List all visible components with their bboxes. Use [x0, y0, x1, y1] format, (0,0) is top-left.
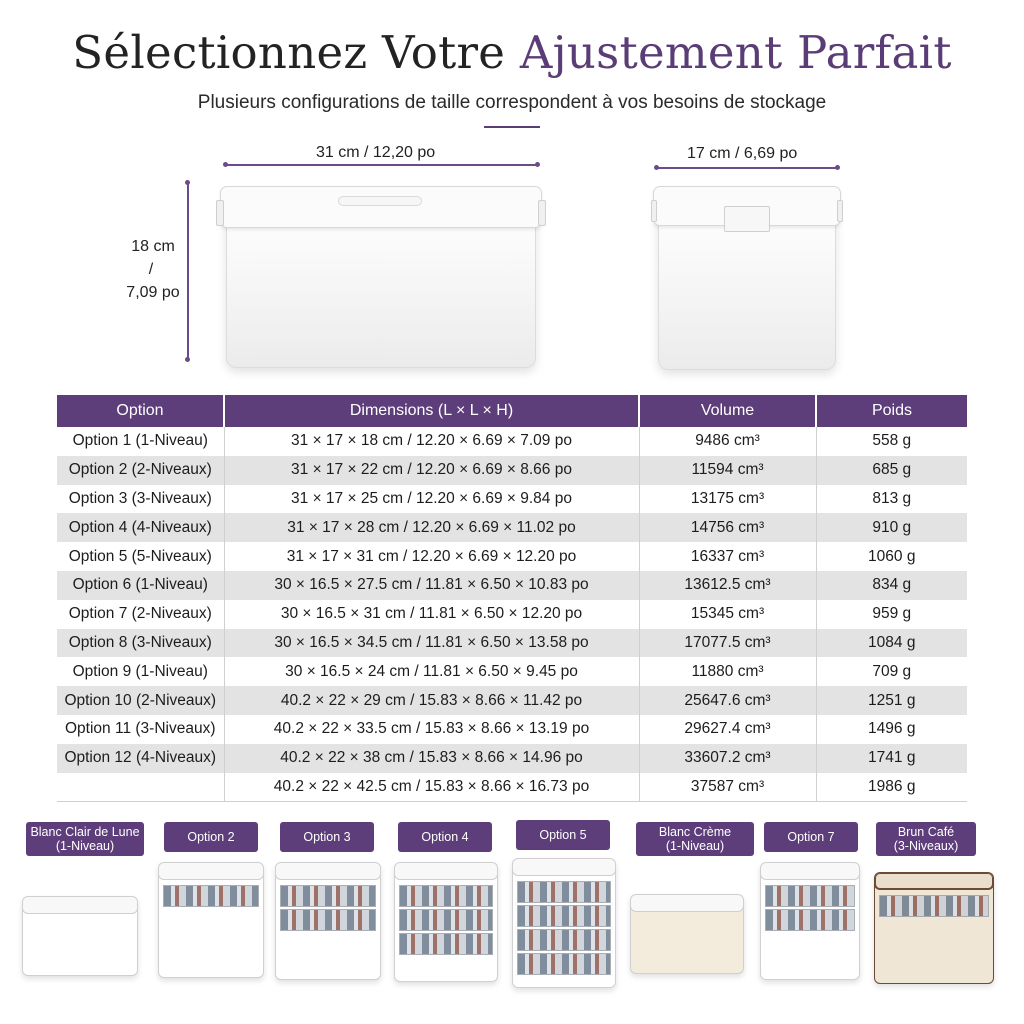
- dim-dot: [835, 165, 840, 170]
- cell-weight: 1986 g: [816, 773, 967, 802]
- product-thumbnail: [760, 862, 860, 980]
- cell-option: Option 12 (4-Niveaux): [57, 744, 224, 773]
- cell-volume: 11594 cm³: [639, 456, 816, 485]
- cell-volume: 11880 cm³: [639, 657, 816, 686]
- title-divider: [484, 126, 540, 128]
- product-label-line2: (1-Niveau): [665, 839, 725, 853]
- page-title: [0, 26, 1024, 79]
- product-thumbnail: [512, 858, 616, 988]
- product-thumbnail: [630, 894, 744, 974]
- cell-volume: 29627.4 cm³: [639, 715, 816, 744]
- cell-volume: 33607.2 cm³: [639, 744, 816, 773]
- product-lid: [275, 862, 381, 880]
- side-clip: [837, 200, 843, 222]
- cell-dimensions: 31 × 17 × 25 cm / 12.20 × 6.69 × 9.84 po: [224, 485, 639, 514]
- product-drawer: [517, 929, 611, 951]
- table-row: [57, 571, 967, 600]
- product-lid: [630, 894, 744, 912]
- cell-volume: 13612.5 cm³: [639, 571, 816, 600]
- cell-weight: 959 g: [816, 600, 967, 629]
- table-row: [57, 427, 967, 456]
- title-main: Sélectionnez Votre: [72, 26, 506, 79]
- dim-dot: [185, 357, 190, 362]
- table-row: [57, 744, 967, 773]
- table-row: [57, 715, 967, 744]
- table-header-row: [57, 395, 967, 427]
- side-clip: [538, 200, 546, 226]
- product-lid: [158, 862, 264, 880]
- cell-option: Option 6 (1-Niveau): [57, 571, 224, 600]
- cell-dimensions: 30 × 16.5 × 27.5 cm / 11.81 × 6.50 × 10.83 po: [224, 571, 639, 600]
- product-drawer: [280, 909, 376, 931]
- product-drawer: [399, 933, 493, 955]
- product-label: [764, 822, 858, 852]
- cell-weight: 685 g: [816, 456, 967, 485]
- product-thumbnail: [22, 896, 138, 976]
- cell-option: Option 4 (4-Niveaux): [57, 513, 224, 542]
- product-label-line1: Option 3: [303, 829, 351, 844]
- cell-option: Option 3 (3-Niveaux): [57, 485, 224, 514]
- title-accent: Ajustement Parfait: [519, 26, 952, 79]
- header-weight: Poids: [816, 395, 967, 427]
- cell-dimensions: 30 × 16.5 × 24 cm / 11.81 × 6.50 × 9.45 po: [224, 657, 639, 686]
- product-label-line2: (1-Niveau): [55, 839, 115, 853]
- cell-volume: 25647.6 cm³: [639, 686, 816, 715]
- cell-option: Option 5 (5-Niveaux): [57, 542, 224, 571]
- dim-dot: [223, 162, 228, 167]
- product-drawer: [280, 885, 376, 907]
- product-label-line1: Brun Café: [897, 824, 955, 839]
- table-row: [57, 773, 967, 802]
- cell-weight: 1060 g: [816, 542, 967, 571]
- table-row: [57, 456, 967, 485]
- product-lid: [22, 896, 138, 914]
- front-latch: [724, 206, 770, 232]
- cell-volume: 16337 cm³: [639, 542, 816, 571]
- cell-dimensions: 40.2 × 22 × 29 cm / 15.83 × 8.66 × 11.42 po: [224, 686, 639, 715]
- cell-dimensions: 31 × 17 × 28 cm / 12.20 × 6.69 × 11.02 po: [224, 513, 639, 542]
- cell-option: Option 2 (2-Niveaux): [57, 456, 224, 485]
- cell-weight: 834 g: [816, 571, 967, 600]
- product-label-line1: Blanc Clair de Lune: [30, 824, 140, 839]
- product-label-line2: (3-Niveaux): [893, 839, 959, 853]
- product-label-line1: Option 4: [421, 829, 469, 844]
- dim-dot: [654, 165, 659, 170]
- product-drawer: [765, 885, 855, 907]
- cell-volume: 17077.5 cm³: [639, 629, 816, 658]
- product-thumbnail: [874, 872, 994, 984]
- side-clip: [651, 200, 657, 222]
- product-lid: [512, 858, 616, 876]
- large-width-label: 31 cm / 12,20 po: [316, 144, 436, 161]
- table-row: [57, 686, 967, 715]
- dim-dot: [185, 180, 190, 185]
- product-label-line1: Option 2: [187, 829, 235, 844]
- height-cm-label: 18 cm: [131, 238, 175, 255]
- table-row: [57, 657, 967, 686]
- specs-table: [57, 395, 967, 802]
- header-dimensions: Dimensions (L × L × H): [224, 395, 639, 427]
- cell-dimensions: 40.2 × 22 × 42.5 cm / 15.83 × 8.66 × 16.73 po: [224, 773, 639, 802]
- product-drawer: [765, 909, 855, 931]
- cell-option: Option 10 (2-Niveaux): [57, 686, 224, 715]
- cell-weight: 1741 g: [816, 744, 967, 773]
- height-separator: /: [148, 261, 154, 278]
- cell-dimensions: 30 × 16.5 × 34.5 cm / 11.81 × 6.50 × 13.58 po: [224, 629, 639, 658]
- cell-weight: 1251 g: [816, 686, 967, 715]
- height-line: [187, 182, 189, 360]
- product-drawer: [517, 953, 611, 975]
- product-thumbnail: [158, 862, 264, 978]
- product-lid: [394, 862, 498, 880]
- product-thumbnail: [394, 862, 498, 982]
- side-clip: [216, 200, 224, 226]
- product-drawer: [399, 909, 493, 931]
- small-width-label: 17 cm / 6,69 po: [687, 145, 798, 162]
- cell-dimensions: 40.2 × 22 × 33.5 cm / 15.83 × 8.66 × 13.19 po: [224, 715, 639, 744]
- product-thumbnail: [275, 862, 381, 980]
- product-label-line1: Option 5: [539, 827, 587, 842]
- table-row: [57, 629, 967, 658]
- cell-dimensions: 30 × 16.5 × 31 cm / 11.81 × 6.50 × 12.20 po: [224, 600, 639, 629]
- height-in-label: 7,09 po: [126, 284, 180, 301]
- product-drawer: [517, 905, 611, 927]
- cell-option: Option 11 (3-Niveaux): [57, 715, 224, 744]
- product-lid: [760, 862, 860, 880]
- dim-dot: [535, 162, 540, 167]
- cell-option: [57, 773, 224, 802]
- table-row: [57, 485, 967, 514]
- cell-volume: 15345 cm³: [639, 600, 816, 629]
- cell-volume: 9486 cm³: [639, 427, 816, 456]
- cell-weight: 813 g: [816, 485, 967, 514]
- product-label: [876, 822, 976, 856]
- cell-dimensions: 31 × 17 × 22 cm / 12.20 × 6.69 × 8.66 po: [224, 456, 639, 485]
- cell-weight: 1084 g: [816, 629, 967, 658]
- product-lid: [874, 872, 994, 890]
- product-label: [516, 820, 610, 850]
- product-label-line1: Blanc Crème: [658, 824, 732, 839]
- product-label: [26, 822, 144, 856]
- header-volume: Volume: [639, 395, 816, 427]
- large-width-line: [225, 164, 538, 166]
- cell-dimensions: 40.2 × 22 × 38 cm / 15.83 × 8.66 × 14.96 po: [224, 744, 639, 773]
- cell-volume: 13175 cm³: [639, 485, 816, 514]
- cell-option: Option 1 (1-Niveau): [57, 427, 224, 456]
- cell-option: Option 8 (3-Niveaux): [57, 629, 224, 658]
- product-drawer: [163, 885, 259, 907]
- product-label: [398, 822, 492, 852]
- product-label: [164, 822, 258, 852]
- product-label: [280, 822, 374, 852]
- cell-weight: 558 g: [816, 427, 967, 456]
- cell-dimensions: 31 × 17 × 31 cm / 12.20 × 6.69 × 12.20 po: [224, 542, 639, 571]
- product-drawer: [399, 885, 493, 907]
- cell-weight: 1496 g: [816, 715, 967, 744]
- cell-option: Option 9 (1-Niveau): [57, 657, 224, 686]
- table-row: [57, 542, 967, 571]
- table-row: [57, 513, 967, 542]
- header-option: Option: [57, 395, 224, 427]
- product-drawer: [879, 895, 989, 917]
- table-row: [57, 600, 967, 629]
- cell-volume: 14756 cm³: [639, 513, 816, 542]
- product-label-line1: Option 7: [787, 829, 835, 844]
- small-width-line: [656, 167, 838, 169]
- product-drawer: [517, 881, 611, 903]
- cell-volume: 37587 cm³: [639, 773, 816, 802]
- cell-option: Option 7 (2-Niveaux): [57, 600, 224, 629]
- cell-dimensions: 31 × 17 × 18 cm / 12.20 × 6.69 × 7.09 po: [224, 427, 639, 456]
- cell-weight: 709 g: [816, 657, 967, 686]
- cell-weight: 910 g: [816, 513, 967, 542]
- lid-handle: [338, 196, 422, 206]
- product-label: [636, 822, 754, 856]
- page-subtitle: Plusieurs configurations de taille correspondent à vos besoins de stockage: [197, 92, 827, 113]
